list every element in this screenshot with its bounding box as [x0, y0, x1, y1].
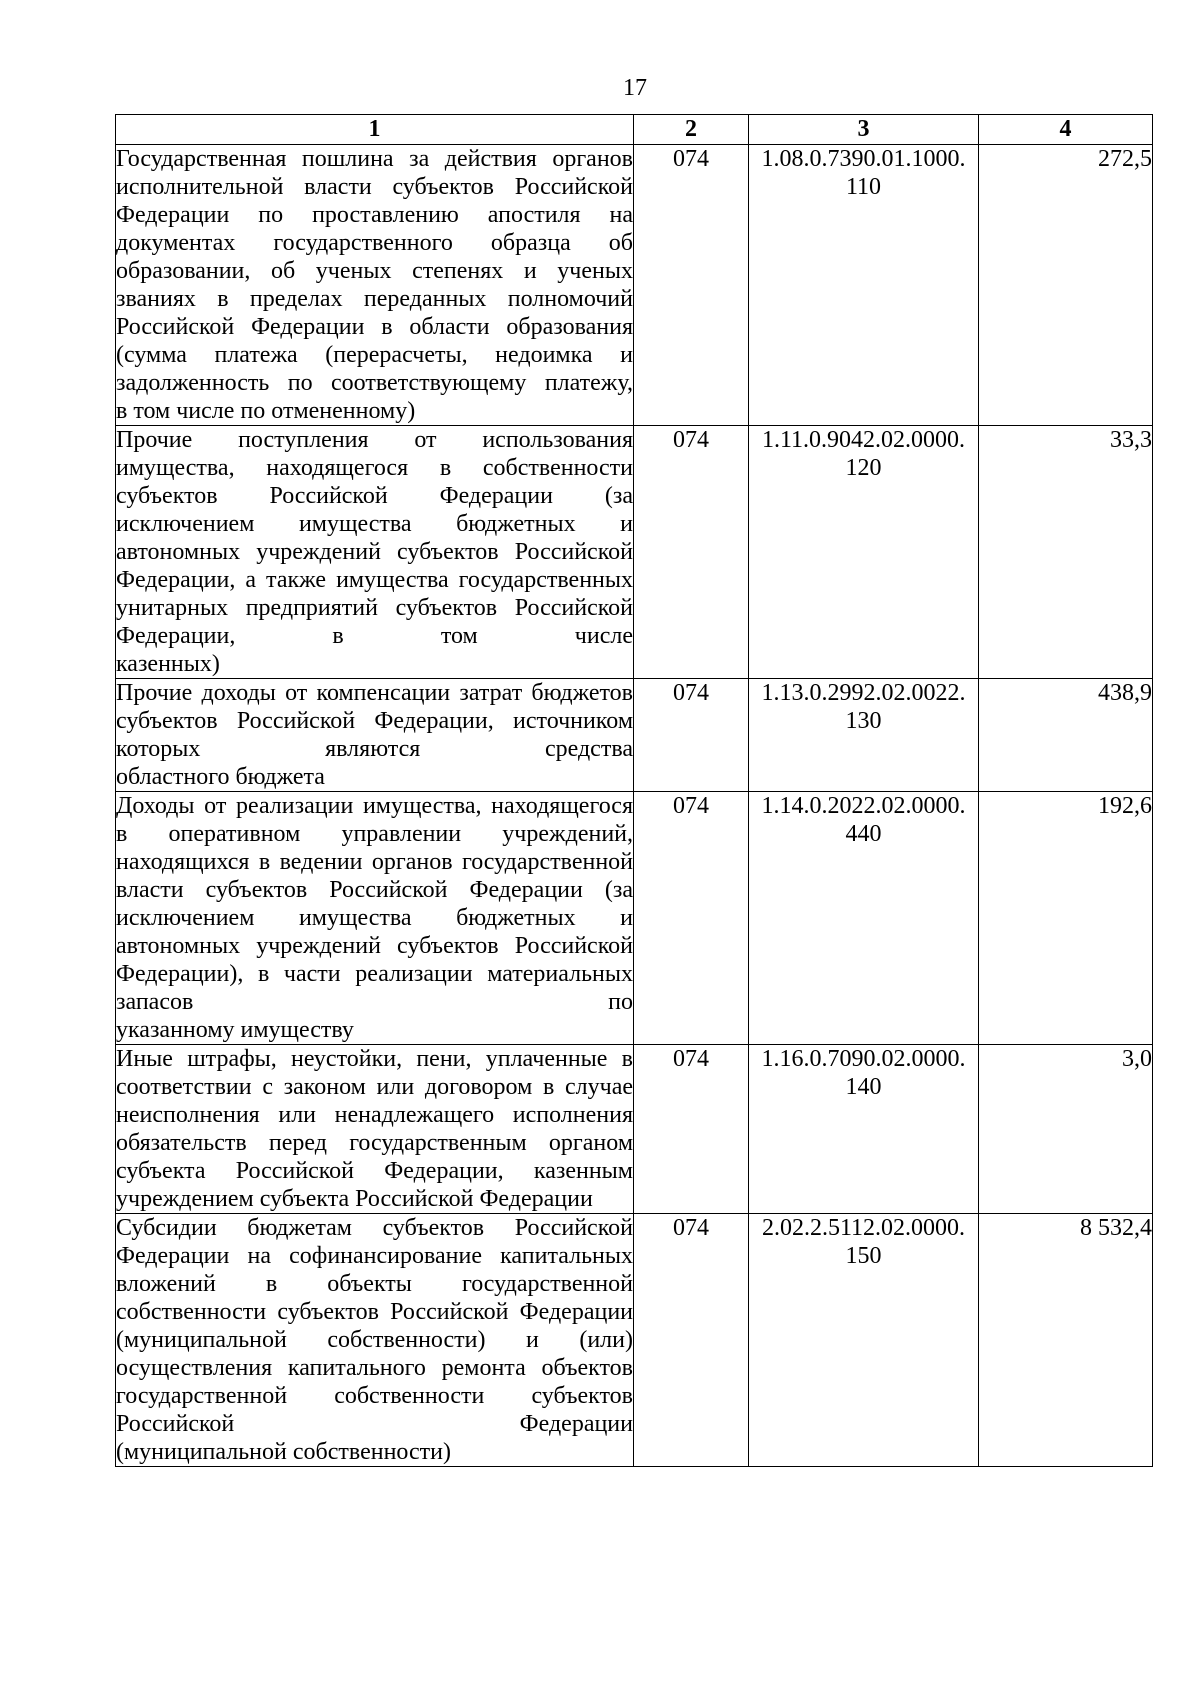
admin-code: 074 [634, 426, 749, 679]
row-description [116, 679, 634, 792]
kbk-line-1: 1.14.0.2022.02.0000. [761, 793, 966, 819]
table-header-row [116, 115, 1153, 145]
description-last-line: казенных) [116, 651, 220, 677]
kbk-line-2: 130 [845, 708, 882, 734]
page-number: 17 [623, 75, 647, 101]
description-text: Субсидии бюджетам субъектов Российской Федерации на софинансирование капитальных вложений в объекты государственной собственности субъектов Российской Федерации (муниципальной собственности) и (или) осуществления капитального ремонта объектов государственной собственности субъектов Российской Федерации [116, 1215, 633, 1437]
row-description [116, 1045, 634, 1214]
header-col-1: 1 [116, 115, 634, 145]
amount: 3,0 [979, 1045, 1153, 1214]
budget-classification-code [749, 145, 979, 426]
kbk-line-1: 1.08.0.7390.01.1000. [761, 146, 966, 172]
table-row [116, 792, 1153, 1045]
budget-classification-code [749, 1045, 979, 1214]
amount: 438,9 [979, 679, 1153, 792]
table-row [116, 426, 1153, 679]
table-row [116, 1045, 1153, 1214]
kbk-line-2: 150 [845, 1243, 882, 1269]
kbk-line-2: 120 [845, 455, 882, 481]
budget-classification-code [749, 426, 979, 679]
description-last-line: указанному имуществу [116, 1017, 354, 1043]
amount: 8 532,4 [979, 1214, 1153, 1467]
description-text: Иные штрафы, неустойки, пени, уплаченные в соответствии с законом или договором в случае неисполнения или ненадлежащего исполнения обязательств перед государственным органом субъекта Российской Федерации, казенным [116, 1046, 633, 1184]
description-text: Государственная пошлина за действия органов исполнительной власти субъектов Российской Федерации по проставлению апостиля на документах государственного образца об образовании, об ученых степенях и ученых званиях в пределах переданных полномочий Российской Федерации в области образования (сумма платежа (перерасчеты, недоимка и задолженность по соответствующему платежу, [116, 146, 633, 396]
row-description [116, 792, 634, 1045]
admin-code: 074 [634, 679, 749, 792]
admin-code: 074 [634, 145, 749, 426]
budget-classification-code [749, 792, 979, 1045]
kbk-line-1: 1.13.0.2992.02.0022. [761, 680, 966, 706]
table-row [116, 145, 1153, 426]
description-last-line: областного бюджета [116, 764, 325, 790]
description-last-line: учреждением субъекта Российской Федерации [116, 1186, 593, 1212]
amount: 192,6 [979, 792, 1153, 1045]
description-last-line: (муниципальной собственности) [116, 1439, 451, 1465]
table-row [116, 1214, 1153, 1467]
header-col-3: 3 [749, 115, 979, 145]
table-row [116, 679, 1153, 792]
row-description [116, 426, 634, 679]
admin-code: 074 [634, 792, 749, 1045]
budget-classification-code [749, 679, 979, 792]
description-text: Прочие доходы от компенсации затрат бюджетов субъектов Российской Федерации, источником которых являются средства [116, 680, 633, 762]
admin-code: 074 [634, 1214, 749, 1467]
admin-code: 074 [634, 1045, 749, 1214]
revenue-table [115, 114, 1153, 1467]
amount: 33,3 [979, 426, 1153, 679]
kbk-line-1: 1.16.0.7090.02.0000. [761, 1046, 966, 1072]
description-text: Прочие поступления от использования имущества, находящегося в собственности субъектов Российской Федерации (за исключением имущества бюджетных и автономных учреждений субъектов Российской Федерации, а также имущества государственных унитарных предприятий субъектов Российской Федерации, в том числе [116, 427, 633, 649]
row-description [116, 1214, 634, 1467]
amount: 272,5 [979, 145, 1153, 426]
header-col-4: 4 [979, 115, 1153, 145]
kbk-line-2: 140 [845, 1074, 882, 1100]
budget-classification-code [749, 1214, 979, 1467]
description-last-line: в том числе по отмененному) [116, 398, 416, 424]
kbk-line-1: 1.11.0.9042.02.0000. [761, 427, 966, 453]
kbk-line-2: 110 [845, 174, 882, 200]
description-text: Доходы от реализации имущества, находящегося в оперативном управлении учреждений, находящихся в ведении органов государственной власти субъектов Российской Федерации (за исключением имущества бюджетных и автономных учреждений субъектов Российской Федерации), в части реализации материальных запасов по [116, 793, 633, 1015]
row-description [116, 145, 634, 426]
header-col-2: 2 [634, 115, 749, 145]
kbk-line-1: 2.02.2.5112.02.0000. [761, 1215, 966, 1241]
kbk-line-2: 440 [845, 821, 882, 847]
